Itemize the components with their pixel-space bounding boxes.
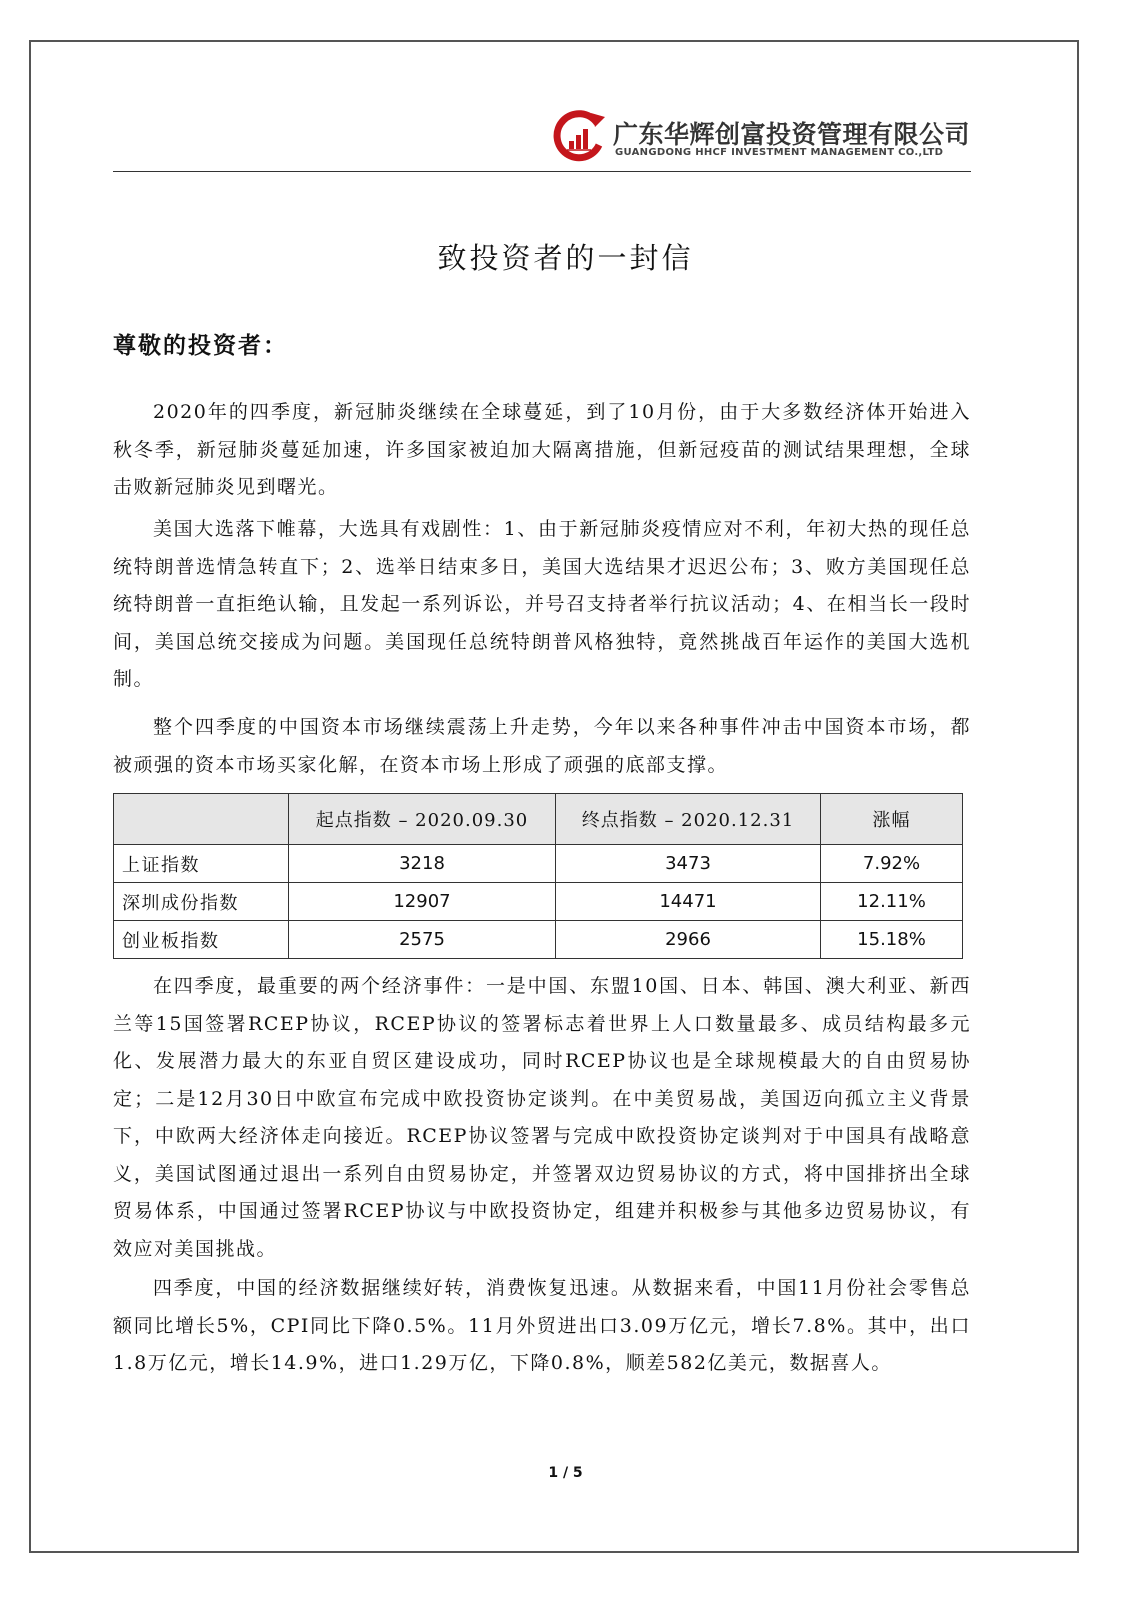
table-header-cell: 涨幅 bbox=[821, 794, 963, 845]
company-name-en: GUANGDONG HHCF INVESTMENT MANAGEMENT CO.,LTD bbox=[615, 147, 944, 158]
company-logo-icon bbox=[551, 107, 607, 163]
paragraph-rcep: 在四季度，最重要的两个经济事件：一是中国、东盟10国、日本、韩国、澳大利亚、新西兰等15国签署RCEP协议，RCEP协议的签署标志着世界上人口数量最多、成员结构最多元化、发展潜力最大的东亚自贸区建设成功，同时RCEP协议也是全球规模最大的自由贸易协定；二是12月30日中欧宣布完成中欧投资协定谈判。在中美贸易战，美国迈向孤立主义背景下，中欧两大经济体走向接近。RCEP协议签署与完成中欧投资协定谈判对于中国具有战略意义，美国试图通过退出一系列自由贸易协定，并签署双边贸易协议的方式，将中国排挤出全球贸易体系，中国通过签署RCEP协议与中欧投资协定，组建并积极参与其他多边贸易协议，有效应对美国挑战。 bbox=[113, 975, 971, 1260]
table-header-cell: 起点指数 – 2020.09.30 bbox=[289, 794, 556, 845]
table-header-cell: 终点指数 – 2020.12.31 bbox=[556, 794, 821, 845]
table-cell: 创业板指数 bbox=[114, 921, 289, 959]
table-cell: 7.92% bbox=[821, 845, 963, 883]
paragraph-us-election: 美国大选落下帷幕，大选具有戏剧性：1、由于新冠肺炎疫情应对不利，年初大热的现任总统特朗普选情急转直下；2、选举日结束多日，美国大选结果才迟迟公布；3、败方美国现任总统特朗普一直拒绝认输，且发起一系列诉讼，并号召支持者举行抗议活动；4、在相当长一段时间，美国总统交接成为问题。美国现任总统特朗普风格独特，竟然挑战百年运作的美国大选机制。 bbox=[113, 518, 971, 690]
table-header-cell bbox=[114, 794, 289, 845]
table-cell: 2966 bbox=[556, 921, 821, 959]
paragraph-covid: 2020年的四季度，新冠肺炎继续在全球蔓延，到了10月份，由于大多数经济体开始进入秋冬季，新冠肺炎蔓延加速，许多国家被迫加大隔离措施，但新冠疫苗的测试结果理想，全球击败新冠肺炎见到曙光。 bbox=[113, 401, 971, 498]
table-row bbox=[114, 845, 963, 883]
page-title: 致投资者的一封信 bbox=[437, 241, 694, 275]
index-table bbox=[113, 793, 963, 959]
table-cell: 深圳成份指数 bbox=[114, 883, 289, 921]
letterhead bbox=[113, 95, 971, 172]
table-cell: 15.18% bbox=[821, 921, 963, 959]
table-cell: 12907 bbox=[289, 883, 556, 921]
salutation: 尊敬的投资者： bbox=[113, 332, 288, 359]
table-cell: 3473 bbox=[556, 845, 821, 883]
table-cell: 2575 bbox=[289, 921, 556, 959]
table-cell: 12.11% bbox=[821, 883, 963, 921]
table-row bbox=[114, 921, 963, 959]
table-cell: 14471 bbox=[556, 883, 821, 921]
table-cell: 3218 bbox=[289, 845, 556, 883]
table-row bbox=[114, 883, 963, 921]
paragraph-capital-market: 整个四季度的中国资本市场继续震荡上升走势，今年以来各种事件冲击中国资本市场，都被顽强的资本市场买家化解，在资本市场上形成了顽强的底部支撑。 bbox=[113, 716, 971, 776]
company-name-cn: 广东华辉创富投资管理有限公司 bbox=[613, 120, 971, 149]
table-cell: 上证指数 bbox=[114, 845, 289, 883]
page-number: 1 / 5 bbox=[548, 1465, 583, 1481]
table-header-row bbox=[114, 794, 963, 845]
paragraph-economic-data: 四季度，中国的经济数据继续好转，消费恢复迅速。从数据来看，中国11月份社会零售总额同比增长5%，CPI同比下降0.5%。11月外贸进出口3.09万亿元，增长7.8%。其中，出口1.8万亿元，增长14.9%，进口1.29万亿，下降0.8%，顺差582亿美元，数据喜人。 bbox=[113, 1277, 971, 1374]
